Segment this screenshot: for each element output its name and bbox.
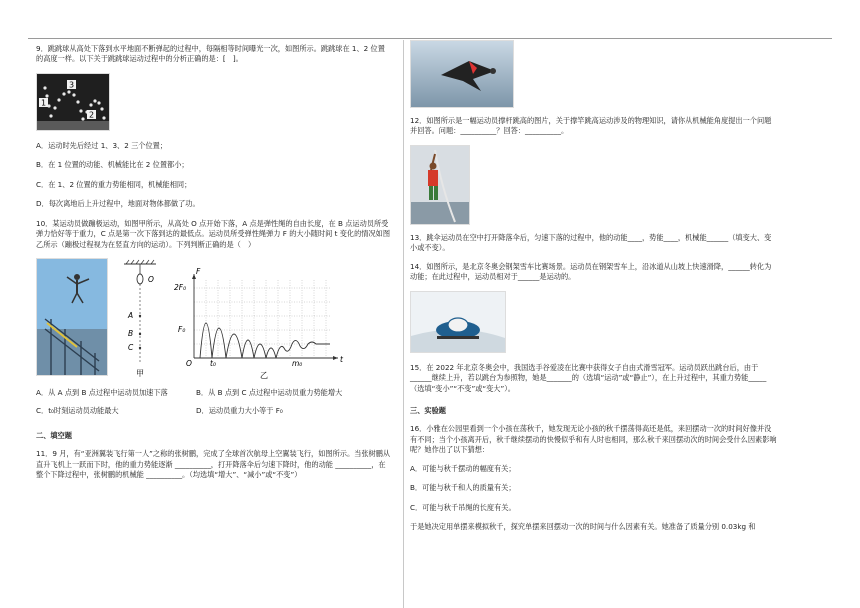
column-divider (403, 40, 404, 608)
q13-text: 13．跳伞运动员在空中打开降落伞后，匀速下落的过程中，他的动能____，势能____，机械能______（填变大、变小或不变）。 (410, 232, 772, 253)
tick-f0-label: F₀ (178, 324, 186, 334)
q10-options-row-2 (36, 406, 391, 416)
tick-m0-label: m₀ (292, 358, 303, 368)
q10-option-b: B．从 B 点到 C 点过程中运动员重力势能增大 (196, 387, 343, 397)
fig-jia-caption: 甲 (136, 368, 144, 378)
bouncing-ball-photo (36, 73, 110, 131)
position-3-label: 3 (68, 80, 75, 90)
right-column (410, 40, 778, 540)
axis-t-label: t (340, 354, 343, 364)
left-column (36, 44, 391, 489)
header-rule (28, 38, 832, 39)
q9-option-c: C．在 1、2 位置的重力势能相同，机械能相同； (36, 179, 192, 189)
skeleton-sled-photo (410, 291, 506, 353)
q16-option-b: B．可能与秋千和人的质量有关； (410, 483, 516, 493)
position-1-label: 1 (40, 98, 47, 108)
q10-stem: 10．某运动员做蹦极运动，如图甲所示，从高处 O 点开始下落，A 点是弹性绳的自由长度，在 B 点运动员所受弹力恰好等于重力，C 点是第一次下落到达的最低点。运动员所受弹性绳弹力 F 的大小随时间 t 变化的情况如图乙所示（蹦极过程视为在竖直方向的运动）。下列判断正确的是（ ） (36, 218, 391, 249)
wingsuit-photo (410, 40, 514, 108)
fig-yi-force-time-graph (172, 258, 362, 380)
q11-text: 11．9 月，有“亚洲翼装飞行第一人”之称的张树鹏，完成了全球首次航母上空翼装飞行，如图所示。当张树鹏从直升飞机上一跃而下时，他的重力势能逐渐 __________，打开降落伞后匀速下降时，他的动能 __________，在整个下降过程中，张树鹏的机械能 __________。（均选填“增大”、“减小”或“不变”） (36, 449, 391, 480)
point-b-label: B (128, 328, 134, 338)
origin-o-label: O (186, 358, 192, 368)
q16-text: 16．小雅在公园里看到一个小孩在荡秋千，她发现无论小孩的秋千摆荡得高还是低，来回摆动一次的时间好像并没有不同；当个小孩离开后，秋千继续摆动的快慢似乎和有人时也相同，那么秋千来回摆动次的时间会受什么因素影响呢？她作出了以下猜想： (410, 424, 777, 455)
point-c-label: C (128, 342, 134, 352)
q10-option-d: D．运动员重力大小等于 F₀ (196, 406, 283, 416)
section-experiment-title: 三、实验题 (410, 405, 446, 415)
q16-option-c: C．可能与秋千吊绳的长度有关。 (410, 502, 516, 512)
q10-options-row-1 (36, 388, 391, 398)
point-o-label: O (148, 274, 154, 284)
q10-figures (36, 258, 391, 380)
q15-text: 15．在 2022 年北京冬奥会中，我国选手谷爱凌在比赛中获得女子自由式滑雪冠军。运动员跃出跳台后，由于______继续上升，若以跳台为参照物，她是_______的（选填“运动”或“静止”），在上升过程中，其重力势能_____（选填“变小”“不变”或“变大”）。 (410, 362, 767, 393)
q9-stem: 9．跳跳球从高处下落到水平地面不断弹起的过程中，每隔相等时间曝光一次，如图所示。跳跳球在 1、2 位置的高度一样。以下关于跳跳球运动过程中的分析正确的是：[ ]。 (36, 44, 385, 64)
pole-vault-photo (410, 145, 470, 225)
position-2-label: 2 (88, 110, 95, 120)
fig-jia-diagram (118, 258, 162, 380)
q16-option-a: A．可能与秋千摆动的幅度有关； (410, 463, 516, 473)
q10-option-c: C．t₀时刻运动员动能最大 (36, 406, 119, 416)
q10-option-a: A．从 A 点到 B 点过程中运动员加速下落 (36, 387, 168, 397)
axis-f-label: F (196, 266, 201, 276)
q9-option-d: D．每次离地后上升过程中，地面对物体都做了功。 (36, 199, 200, 209)
q16-tail: 于是她决定用单摆来模拟秋千，探究单摆来回摆动一次的时间与什么因素有关。她准备了质量分别 0.03kg 和 (410, 522, 756, 531)
tick-t0-label: t₀ (210, 358, 216, 368)
section-fill-in-title: 二、填空题 (36, 430, 72, 440)
q9-option-b: B．在 1 位置的动能、机械能比在 2 位置都小； (36, 160, 189, 170)
fig-yi-caption: 乙 (260, 370, 268, 380)
q12-text: 12．如图所示是一幅运动员撑杆跳高的图片，关于撑竿跳高运动涉及的物理知识，请你从机械能角度提出一个问题并回答。问题：__________？回答：__________。 (410, 116, 772, 136)
tick-2f0-label: 2F₀ (174, 282, 187, 292)
q14-text: 14．如图所示，是北京冬奥会钢架雪车比赛场景。运动员在钢架雪车上，沿冰道从山坡上快速滑降，______转化为动能；在此过程中，运动员相对于______是运动的。 (410, 261, 772, 282)
point-a-label: A (128, 310, 134, 320)
bouncing-ball-trajectory (37, 74, 109, 130)
q9-option-a: A．运动时先后经过 1、3、2 三个位置； (36, 140, 168, 150)
bungee-photo (36, 258, 108, 376)
